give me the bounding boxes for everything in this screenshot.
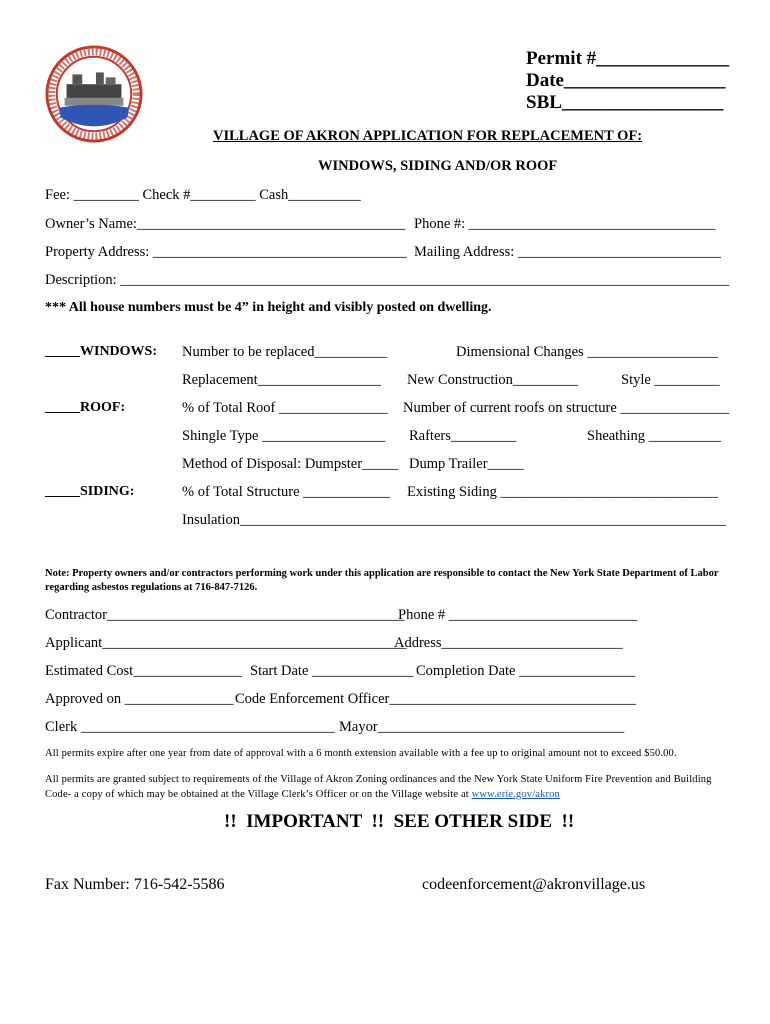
sbl-field: SBL_________________ <box>526 92 724 113</box>
contractor-field: Contractor_________________________________________ <box>45 607 405 623</box>
roof-number-current: Number of current roofs on structure _______________ <box>403 400 730 416</box>
house-numbers-notice: *** All house numbers must be 4” in height and visibly posted on dwelling. <box>45 300 492 315</box>
contractor-phone-field: Phone # __________________________ <box>398 607 638 623</box>
fax-number: Fax Number: 716-542-5586 <box>45 876 225 893</box>
owner-name-field: Owner’s Name:_____________________________________ <box>45 216 406 232</box>
code-officer-field: Code Enforcement Officer__________________________________ <box>235 691 636 707</box>
description-field: Description: ____________________________________________________________________________________ <box>45 272 730 288</box>
granted-notice <box>45 772 735 802</box>
form-subtitle: WINDOWS, SIDING AND/OR ROOF <box>318 158 558 174</box>
important-notice: !! IMPORTANT !! SEE OTHER SIDE !! <box>224 811 575 832</box>
start-date-field: Start Date ______________ <box>250 663 414 679</box>
fee-line: Fee: _________ Check #_________ Cash__________ <box>45 187 361 203</box>
roof-label: _____ROOF: <box>45 400 126 415</box>
approved-on-field: Approved on _______________ <box>45 691 234 707</box>
expiration-notice: All permits expire after one year from date of approval with a 6 month extension available with a fee up to original amount not to exceed $50.00. <box>45 748 677 759</box>
windows-style: Style _________ <box>621 372 720 388</box>
roof-sheathing: Sheathing __________ <box>587 428 722 444</box>
windows-replacement: Replacement_________________ <box>182 372 381 388</box>
roof-shingle-type: Shingle Type _________________ <box>182 428 386 444</box>
asbestos-note: Note: Property owners and/or contractors performing work under this application are responsible to contact the New York State Department of Labor regarding asbestos regulations at 716-847-7126. <box>45 568 719 593</box>
applicant-field: Applicant__________________________________________ <box>45 635 407 651</box>
windows-number-replaced: Number to be replaced__________ <box>182 344 387 360</box>
roof-rafters: Rafters_________ <box>409 428 517 444</box>
mailing-address-field: Mailing Address: ____________________________ <box>414 244 721 260</box>
windows-dimensional-changes: Dimensional Changes __________________ <box>456 344 718 360</box>
contact-email[interactable]: codeenforcement@akronvillage.us <box>422 876 646 893</box>
form-title: VILLAGE OF AKRON APPLICATION FOR REPLACEMENT OF: <box>213 128 643 144</box>
siding-existing: Existing Siding ______________________________ <box>407 484 718 500</box>
clerk-signature-field: Clerk ___________________________________ <box>45 719 335 735</box>
completion-date-field: Completion Date ________________ <box>416 663 636 679</box>
siding-insulation: Insulation___________________________________________________________________ <box>182 512 726 528</box>
roof-disposal-method: Method of Disposal: Dumpster_____ <box>182 456 399 472</box>
applicant-address-field: Address_________________________ <box>394 635 623 651</box>
village-seal-logo <box>45 45 143 143</box>
roof-percent-total: % of Total Roof _______________ <box>182 400 388 416</box>
estimated-cost-field: Estimated Cost_______________ <box>45 663 242 679</box>
siding-percent-total: % of Total Structure ____________ <box>182 484 391 500</box>
permit-number-field: Permit #______________ <box>526 48 730 69</box>
windows-new-construction: New Construction_________ <box>407 372 579 388</box>
windows-label: _____WINDOWS: <box>45 344 158 359</box>
siding-label: _____SIDING: <box>45 484 135 499</box>
mayor-signature-field: Mayor__________________________________ <box>339 719 625 735</box>
roof-dump-trailer: Dump Trailer_____ <box>409 456 524 472</box>
date-field: Date_________________ <box>526 70 726 91</box>
property-address-field: Property Address: ___________________________________ <box>45 244 407 260</box>
granted-notice-text: All permits are granted subject to requirements of the Village of Akron Zoning ordinances and the New York State Uniform Fire Prevention and Building Code- a copy of which may be obtained at the Village Clerk’s Officer or on the Village website at <box>45 774 712 800</box>
owner-phone-field: Phone #: __________________________________ <box>414 216 716 232</box>
website-link[interactable]: www.erie.gov/akron <box>471 789 560 800</box>
